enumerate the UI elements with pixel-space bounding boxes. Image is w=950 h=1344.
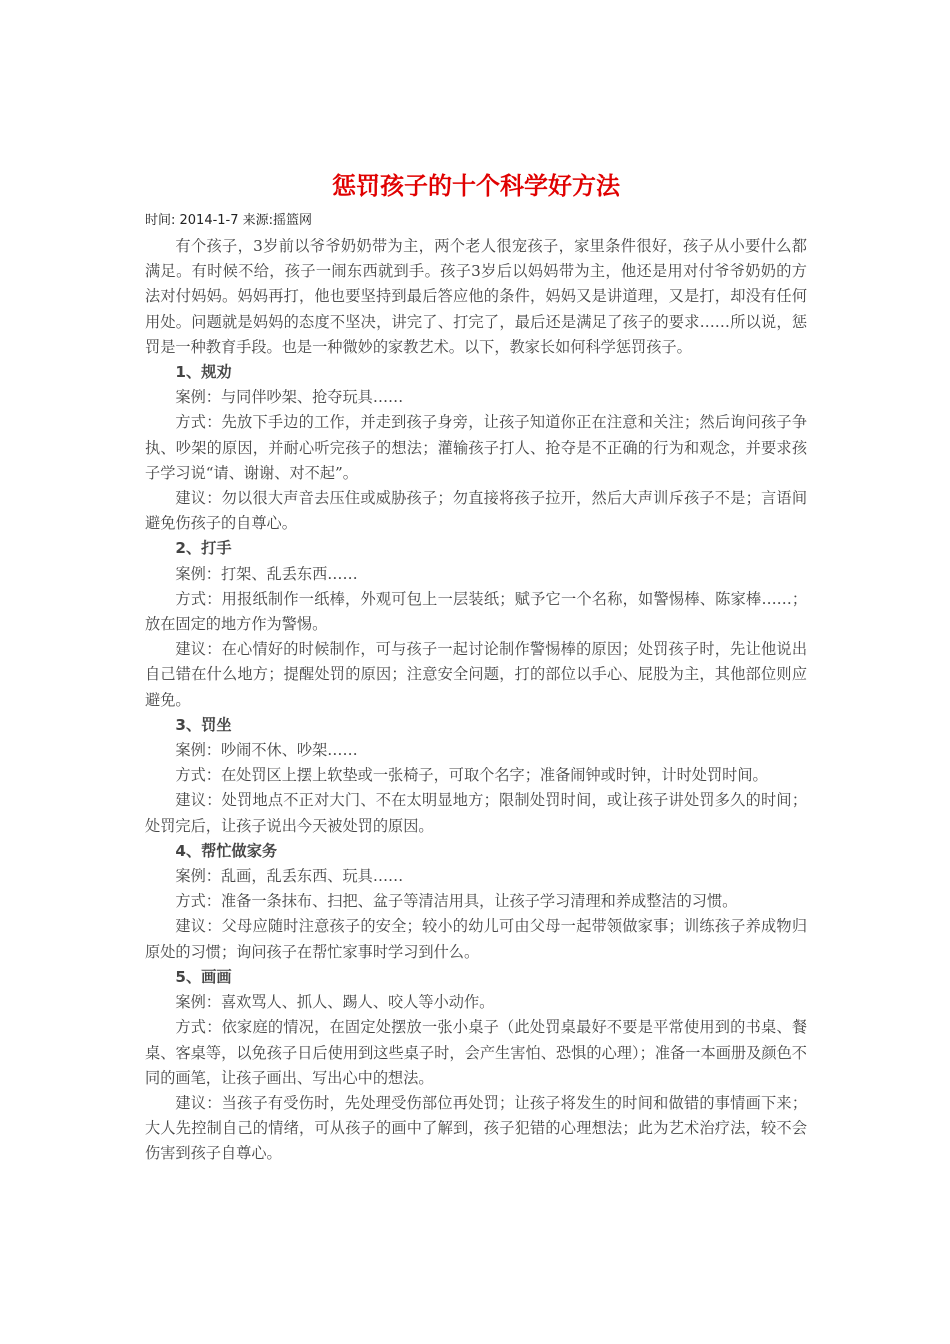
- section-heading: 4、帮忙做家务: [175, 841, 278, 860]
- article-title: 惩罚孩子的十个科学好方法: [332, 171, 620, 200]
- section-case: 案例：乱画，乱丢东西、玩具……: [175, 867, 404, 886]
- section-advice: 建议：在心情好的时候制作，可与孩子一起讨论制作警惕棒的原因；处罚孩子时，先让他说出自己错在什么地方；提醒处罚的原因；注意安全问题，打的部位以手心、屁股为主，其他部位则应避免。: [145, 640, 807, 709]
- article-meta: 时间: 2014-1-7 来源:摇篮网: [145, 213, 313, 228]
- section-advice: 建议：处罚地点不正对大门、不在太明显地方；限制处罚时间，或让孩子讲处罚多久的时间；处罚完后，让孩子说出今天被处罚的原因。: [145, 791, 807, 835]
- section-case: 案例：与同伴吵架、抢夺玩具……: [175, 388, 404, 407]
- section-advice: 建议：当孩子有受伤时，先处理受伤部位再处罚；让孩子将发生的时间和做错的事情画下来；大人先控制自己的情绪，可从孩子的画中了解到，孩子犯错的心理想法；此为艺术治疗法，较不会伤害到孩子自尊心。: [145, 1093, 807, 1163]
- section-advice: 建议：父母应随时注意孩子的安全；较小的幼儿可由父母一起带领做家事；训练孩子养成物归原处的习惯；询问孩子在帮忙家事时学习到什么。: [145, 917, 807, 961]
- section-case: 案例：打架、乱丢东西……: [175, 564, 358, 583]
- section-method: 方式：用报纸制作一纸棒，外观可包上一层装纸；赋予它一个名称，如警惕棒、陈家棒……；放在固定的地方作为警惕。: [145, 589, 807, 634]
- section-heading: 2、打手: [175, 539, 232, 558]
- section-2: [145, 536, 807, 712]
- section-advice: 建议：勿以很大声音去压住或威胁孩子；勿直接将孩子拉开，然后大声训斥孩子不是；言语间避免伤孩子的自尊心。: [145, 489, 807, 533]
- section-heading: 3、罚坐: [175, 715, 232, 734]
- intro-paragraph: 有个孩子，3岁前以爷爷奶奶带为主，两个老人很宠孩子，家里条件很好，孩子从小要什么都满足。有时候不给，孩子一闹东西就到手。孩子3岁后以妈妈带为主，他还是用对付爷爷奶奶的方法对付妈妈。妈妈再打，他也要坚持到最后答应他的条件，妈妈又是讲道理，又是打，却没有任何用处。问题就是妈妈的态度不坚决，讲完了、打完了，最后还是满足了孩子的要求……所以说，惩罚是一种教育手段。也是一种微妙的家教艺术。以下，教家长如何科学惩罚孩子。: [145, 237, 807, 356]
- section-case: 案例：吵闹不休、吵架……: [175, 741, 358, 760]
- section-4: [145, 839, 807, 965]
- section-heading: 5、画画: [175, 967, 232, 986]
- section-method: 方式：依家庭的情况，在固定处摆放一张小桌子（此处罚桌最好不要是平常使用到的书桌、餐桌、客桌等，以免孩子日后使用到这些桌子时，会产生害怕、恐惧的心理）；准备一本画册及颜色不同的画笔，让孩子画出、写出心中的想法。: [145, 1018, 807, 1087]
- section-3: [145, 713, 807, 839]
- section-heading: 1、规劝: [175, 363, 232, 382]
- section-method: 方式：先放下手边的工作，并走到孩子身旁，让孩子知道你正在注意和关注；然后询问孩子争执、吵架的原因，并耐心听完孩子的想法；灌输孩子打人、抢夺是不正确的行为和观念，并要求孩子学习说“请、谢谢、对不起”。: [145, 413, 807, 482]
- section-method: 方式：准备一条抹布、扫把、盆子等清洁用具，让孩子学习清理和养成整洁的习惯。: [175, 892, 738, 911]
- article: [145, 168, 807, 1167]
- section-case: 案例：喜欢骂人、抓人、踢人、咬人等小动作。: [175, 993, 495, 1012]
- section-5: [145, 965, 807, 1167]
- section-method: 方式：在处罚区上摆上软垫或一张椅子，可取个名字；准备闹钟或时钟，计时处罚时间。: [175, 766, 768, 785]
- section-1: [145, 360, 807, 536]
